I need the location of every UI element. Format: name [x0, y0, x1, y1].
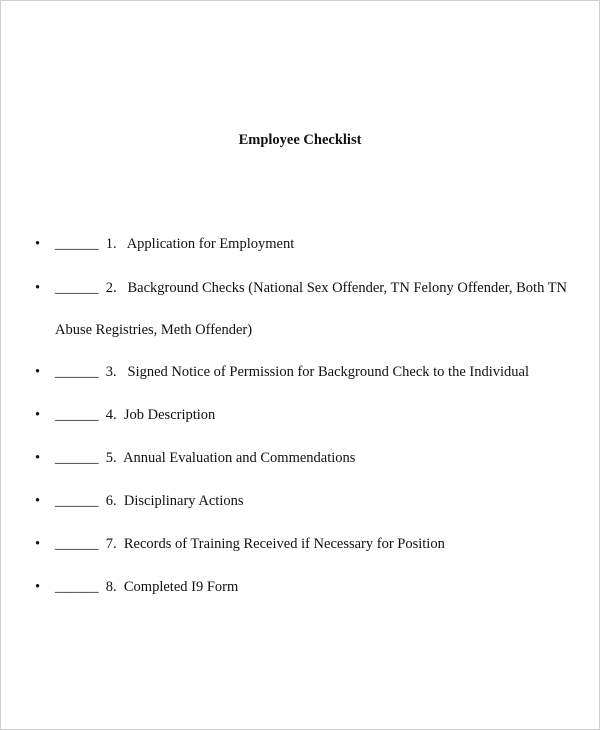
- item-text: Job Description: [123, 407, 216, 423]
- checkbox-blank: ______: [55, 407, 99, 423]
- item-text: Background Checks (National Sex Offender, TN Felony Offender, Both TN Abuse Registries, Meth Offender): [55, 279, 568, 338]
- checklist-item: [1, 577, 599, 598]
- item-number: 1.: [105, 236, 117, 252]
- item-number: 6.: [105, 493, 117, 509]
- bullet-icon: •: [35, 364, 41, 380]
- item-number: 3.: [105, 364, 117, 380]
- item-text: Completed I9 Form: [123, 579, 239, 595]
- checkbox-blank: ______: [55, 493, 99, 509]
- bullet-icon: •: [35, 407, 41, 423]
- item-number: 5.: [105, 450, 117, 466]
- bullet-icon: •: [35, 493, 41, 509]
- item-number: 8.: [105, 579, 117, 595]
- checklist-item: [1, 234, 599, 255]
- checklist-item: [1, 448, 599, 469]
- checklist-item: [1, 267, 599, 351]
- bullet-icon: •: [35, 236, 41, 252]
- bullet-icon: •: [35, 450, 41, 466]
- checkbox-blank: ______: [55, 579, 99, 595]
- item-number: 7.: [105, 536, 117, 552]
- item-text: Annual Evaluation and Commendations: [123, 450, 356, 466]
- checklist-item: [1, 534, 599, 555]
- checklist: [1, 234, 599, 620]
- checkbox-blank: ______: [55, 536, 99, 552]
- checkbox-blank: ______: [55, 236, 99, 252]
- item-number: 2.: [105, 279, 117, 296]
- checkbox-blank: ______: [55, 364, 99, 380]
- checklist-item: [1, 491, 599, 512]
- item-text: Disciplinary Actions: [123, 493, 244, 509]
- item-text: Records of Training Received if Necessary for Position: [123, 536, 445, 552]
- checklist-item: [1, 405, 599, 426]
- checkbox-blank: ______: [55, 450, 99, 466]
- checkbox-blank: ______: [55, 279, 99, 296]
- bullet-icon: •: [35, 279, 41, 296]
- bullet-icon: •: [35, 579, 41, 595]
- checklist-item: [1, 362, 599, 383]
- item-number: 4.: [105, 407, 117, 423]
- page-title: Employee Checklist: [238, 132, 362, 148]
- item-text: Application for Employment: [126, 236, 295, 252]
- bullet-icon: •: [35, 536, 41, 552]
- item-text: Signed Notice of Permission for Background Check to the Individual: [127, 364, 529, 380]
